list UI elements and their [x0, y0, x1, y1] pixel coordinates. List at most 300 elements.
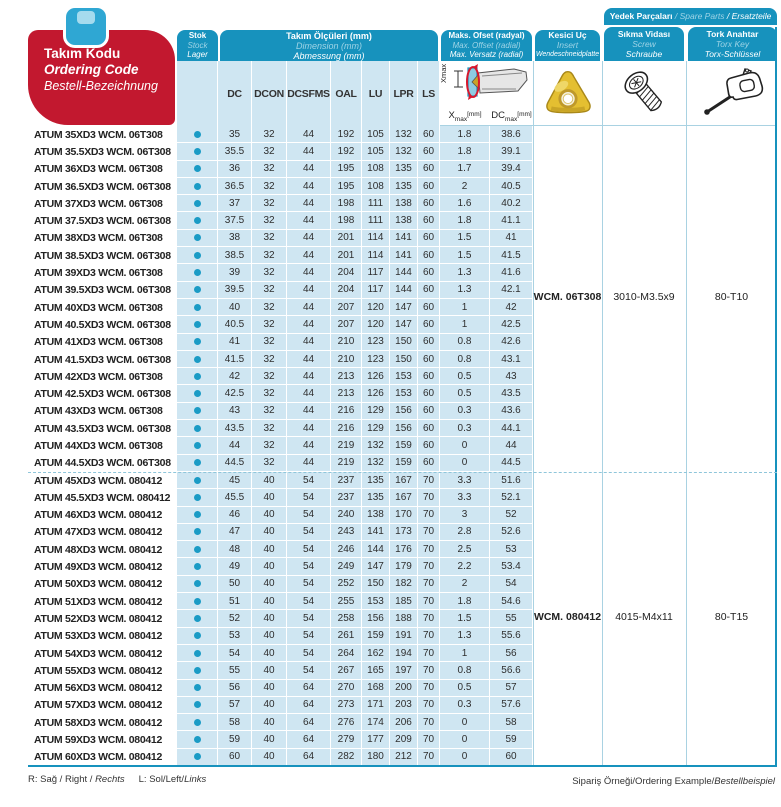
screw-header: Sıkma Vidası Screw Schraube: [604, 27, 684, 61]
xmax-column-label: $X_{max}[mm]$: [448, 110, 482, 123]
cell-oal: 204: [331, 264, 362, 281]
cell-lu: 132: [362, 455, 390, 472]
cell-torx: [686, 420, 777, 437]
cell-dcsfms: 54: [287, 489, 331, 506]
cell-dcon: 32: [252, 351, 287, 368]
cell-dcsfms: 64: [287, 714, 331, 731]
cell-dcsfms: 44: [287, 334, 331, 351]
cell-xmax: 0.8: [440, 334, 490, 351]
stock-dot: [194, 598, 201, 605]
stock-dot-cell: [177, 731, 218, 748]
row-code: ATUM 52XD3 WCM. 080412: [28, 610, 177, 627]
group1-screw-code: 3010-M3.5x9: [613, 291, 675, 303]
cell-screw: [602, 455, 686, 472]
cell-dc: 39: [218, 264, 252, 281]
cell-lu: 108: [362, 161, 390, 178]
cell-oal: 243: [331, 524, 362, 541]
cell-lu: 135: [362, 472, 390, 489]
cell-ls: 70: [418, 541, 440, 558]
cell-dcmax: 52: [490, 507, 533, 524]
stock-dot-cell: [177, 749, 218, 766]
stock-dot-cell: [177, 541, 218, 558]
cell-dcmax: 60: [490, 749, 533, 766]
cell-oal: 216: [331, 403, 362, 420]
cell-dcon: 40: [252, 489, 287, 506]
table-row: [28, 351, 777, 368]
cell-dc: 37.5: [218, 212, 252, 229]
cell-insert: [533, 507, 602, 524]
cell-lu: 165: [362, 662, 390, 679]
stock-dot-cell: [177, 195, 218, 212]
cell-dcsfms: 54: [287, 472, 331, 489]
cell-screw: [602, 161, 686, 178]
cell-screw: [602, 662, 686, 679]
cell-insert: [533, 264, 602, 281]
cell-torx: [686, 437, 777, 454]
col-header-oal: OAL: [331, 61, 362, 126]
cell-dcon: 40: [252, 645, 287, 662]
cell-xmax: 1.8: [440, 212, 490, 229]
table-row: [28, 247, 777, 264]
row-code: ATUM 53XD3 WCM. 080412: [28, 628, 177, 645]
cell-oal: 252: [331, 576, 362, 593]
cell-screw: [602, 334, 686, 351]
cell-oal: 219: [331, 455, 362, 472]
cell-dcsfms: 44: [287, 437, 331, 454]
cell-oal: 219: [331, 437, 362, 454]
cell-screw: [602, 143, 686, 160]
cell-oal: 264: [331, 645, 362, 662]
cell-torx: [686, 264, 777, 281]
stock-dot-cell: [177, 316, 218, 333]
cell-screw: [602, 680, 686, 697]
cell-ls: 60: [418, 455, 440, 472]
cell-xmax: 1.8: [440, 143, 490, 160]
stock-dot: [194, 165, 201, 172]
cell-lpr: 156: [390, 420, 418, 437]
cell-insert: [533, 524, 602, 541]
cell-dc: 60: [218, 749, 252, 766]
cell-ls: 60: [418, 420, 440, 437]
cell-dc: 42.5: [218, 385, 252, 402]
stock-dot-cell: [177, 334, 218, 351]
cell-screw: [602, 316, 686, 333]
cell-ls: 70: [418, 558, 440, 575]
cell-ls: 70: [418, 697, 440, 714]
cell-torx: [686, 385, 777, 402]
cell-xmax: 0.3: [440, 697, 490, 714]
cell-oal: 282: [331, 749, 362, 766]
cell-torx: [686, 593, 777, 610]
cell-oal: 195: [331, 178, 362, 195]
cell-lpr: 141: [390, 247, 418, 264]
cell-insert: [533, 558, 602, 575]
cell-dc: 54: [218, 645, 252, 662]
cell-ls: 70: [418, 645, 440, 662]
stock-dot: [194, 528, 201, 535]
cell-lpr: 179: [390, 558, 418, 575]
cell-ls: 60: [418, 178, 440, 195]
cell-oal: 258: [331, 610, 362, 627]
cell-dcsfms: 54: [287, 593, 331, 610]
cell-dcmax: 43.6: [490, 403, 533, 420]
stock-dot-cell: [177, 437, 218, 454]
cell-dc: 36: [218, 161, 252, 178]
cell-lu: 132: [362, 437, 390, 454]
stock-dot-cell: [177, 662, 218, 679]
cell-lpr: 150: [390, 334, 418, 351]
cell-dc: 59: [218, 731, 252, 748]
cell-torx: [686, 247, 777, 264]
stock-dot: [194, 459, 201, 466]
row-code: ATUM 36.5XD3 WCM. 06T308: [28, 178, 177, 195]
cell-ls: 60: [418, 126, 440, 143]
cell-insert: [533, 680, 602, 697]
torx-key-header: Tork Anahtar Torx Key Torx-Schlüssel: [688, 27, 777, 61]
table-row: [28, 489, 777, 506]
cell-dcsfms: 54: [287, 576, 331, 593]
cell-oal: 240: [331, 507, 362, 524]
cell-dcsfms: 54: [287, 662, 331, 679]
cell-dcon: 40: [252, 593, 287, 610]
cell-lpr: 147: [390, 299, 418, 316]
stock-dot: [194, 183, 201, 190]
table-row: [28, 524, 777, 541]
stock-dot: [194, 684, 201, 691]
row-code: ATUM 60XD3 WCM. 080412: [28, 749, 177, 766]
table-row: [28, 143, 777, 160]
cell-oal: 195: [331, 161, 362, 178]
cell-insert: [533, 593, 602, 610]
stock-dot-cell: [177, 610, 218, 627]
stock-dot: [194, 632, 201, 639]
dimensions-header: Takım Ölçüleri (mm) Dimension (mm) Abmessung (mm): [220, 30, 438, 61]
cell-insert: [533, 455, 602, 472]
cell-dcsfms: 44: [287, 385, 331, 402]
dimension-column-headers: [218, 61, 440, 126]
table-row: [28, 230, 777, 247]
table-row: [28, 455, 777, 472]
stock-dot-cell: [177, 576, 218, 593]
cell-dcsfms: 54: [287, 645, 331, 662]
cell-xmax: 1: [440, 316, 490, 333]
cell-insert: [533, 645, 602, 662]
cell-dcon: 40: [252, 680, 287, 697]
cell-oal: 237: [331, 472, 362, 489]
row-code: ATUM 38XD3 WCM. 06T308: [28, 230, 177, 247]
cell-dcon: 32: [252, 282, 287, 299]
cell-screw: [602, 403, 686, 420]
cell-dcon: 32: [252, 143, 287, 160]
cell-oal: 198: [331, 195, 362, 212]
row-code: ATUM 40XD3 WCM. 06T308: [28, 299, 177, 316]
cell-screw: [602, 437, 686, 454]
row-code: ATUM 44XD3 WCM. 06T308: [28, 437, 177, 454]
row-code: ATUM 42.5XD3 WCM. 06T308: [28, 385, 177, 402]
cell-dcsfms: 54: [287, 507, 331, 524]
table-row: [28, 541, 777, 558]
cell-dcsfms: 44: [287, 212, 331, 229]
screw-icon: [617, 66, 673, 120]
cell-xmax: 0: [440, 455, 490, 472]
table-row: [28, 403, 777, 420]
cell-ls: 60: [418, 368, 440, 385]
cell-ls: 60: [418, 299, 440, 316]
cell-dcon: 32: [252, 403, 287, 420]
cell-oal: 201: [331, 230, 362, 247]
cell-lu: 111: [362, 195, 390, 212]
cell-oal: 267: [331, 662, 362, 679]
cell-oal: 273: [331, 697, 362, 714]
cell-screw: [602, 714, 686, 731]
cell-xmax: 2: [440, 178, 490, 195]
cell-dcsfms: 64: [287, 680, 331, 697]
cell-ls: 70: [418, 507, 440, 524]
stock-dot: [194, 580, 201, 587]
cell-dcsfms: 44: [287, 178, 331, 195]
stock-dot-cell: [177, 489, 218, 506]
cell-dc: 45: [218, 472, 252, 489]
row-code: ATUM 43.5XD3 WCM. 06T308: [28, 420, 177, 437]
cell-torx: [686, 558, 777, 575]
cell-screw: [602, 645, 686, 662]
cell-insert: [533, 472, 602, 489]
cell-lpr: 194: [390, 645, 418, 662]
cell-torx: [686, 126, 777, 143]
cell-dcmax: 52.1: [490, 489, 533, 506]
max-offset-diagram-cell: [440, 61, 533, 126]
stock-dot: [194, 304, 201, 311]
cell-dcon: 32: [252, 420, 287, 437]
cell-xmax: 1: [440, 299, 490, 316]
cell-ls: 60: [418, 212, 440, 229]
stock-dot-cell: [177, 351, 218, 368]
cell-ls: 70: [418, 749, 440, 766]
cell-dcon: 40: [252, 662, 287, 679]
stock-dot-cell: [177, 143, 218, 160]
cell-xmax: 2: [440, 576, 490, 593]
cell-xmax: 0: [440, 731, 490, 748]
cell-dcsfms: 64: [287, 697, 331, 714]
stock-dot: [194, 131, 201, 138]
stock-dot-cell: [177, 558, 218, 575]
ordering-code-header: [28, 30, 175, 125]
cell-lu: 123: [362, 351, 390, 368]
cell-dcon: 40: [252, 524, 287, 541]
row-code: ATUM 37.5XD3 WCM. 06T308: [28, 212, 177, 229]
table-row: [28, 472, 777, 489]
cell-ls: 70: [418, 714, 440, 731]
cell-dcmax: 55.6: [490, 628, 533, 645]
cell-oal: 255: [331, 593, 362, 610]
cell-torx: [686, 541, 777, 558]
stock-dot-cell: [177, 524, 218, 541]
cell-dc: 47: [218, 524, 252, 541]
cell-lu: 147: [362, 558, 390, 575]
col-header-lu: LU: [362, 61, 390, 126]
cell-dcsfms: 54: [287, 628, 331, 645]
cell-screw: [602, 420, 686, 437]
row-code: ATUM 45.5XD3 WCM. 080412: [28, 489, 177, 506]
table-row: [28, 628, 777, 645]
cell-screw: [602, 212, 686, 229]
cell-dcmax: 42.6: [490, 334, 533, 351]
offset-diagram-label: Xmax: [439, 63, 448, 83]
stock-dot: [194, 425, 201, 432]
cell-lu: 105: [362, 143, 390, 160]
cell-dcmax: 41.1: [490, 212, 533, 229]
cell-dcon: 32: [252, 212, 287, 229]
cell-screw: [602, 472, 686, 489]
cell-lpr: 176: [390, 541, 418, 558]
cell-dcmax: 41.5: [490, 247, 533, 264]
cell-dcsfms: 44: [287, 143, 331, 160]
row-code: ATUM 54XD3 WCM. 080412: [28, 645, 177, 662]
table-row: [28, 316, 777, 333]
cell-screw: [602, 247, 686, 264]
cell-dcsfms: 44: [287, 351, 331, 368]
cell-xmax: 0.5: [440, 680, 490, 697]
cell-oal: 213: [331, 368, 362, 385]
cell-insert: [533, 541, 602, 558]
stock-dot-cell: [177, 455, 218, 472]
stock-dot: [194, 148, 201, 155]
cell-dcsfms: 44: [287, 161, 331, 178]
cell-dc: 45.5: [218, 489, 252, 506]
screw-image-cell: [602, 61, 686, 126]
cell-dcsfms: 44: [287, 368, 331, 385]
stock-dot-cell: [177, 472, 218, 489]
group-separator: [28, 472, 777, 473]
cell-dcon: 32: [252, 230, 287, 247]
row-code: ATUM 44.5XD3 WCM. 06T308: [28, 455, 177, 472]
cell-dc: 43: [218, 403, 252, 420]
group2-screw-code: 4015-M4x11: [615, 611, 673, 623]
cell-dc: 56: [218, 680, 252, 697]
cell-lpr: 153: [390, 368, 418, 385]
cell-dc: 39.5: [218, 282, 252, 299]
cell-oal: 246: [331, 541, 362, 558]
cell-lpr: 141: [390, 230, 418, 247]
cell-xmax: 3.3: [440, 472, 490, 489]
cell-dcon: 32: [252, 161, 287, 178]
cell-lpr: 144: [390, 282, 418, 299]
cell-oal: 237: [331, 489, 362, 506]
stock-dot: [194, 407, 201, 414]
tab-notch: [77, 11, 95, 24]
cell-dcmax: 42.1: [490, 282, 533, 299]
cell-xmax: 1: [440, 645, 490, 662]
cell-dc: 50: [218, 576, 252, 593]
cell-lu: 120: [362, 299, 390, 316]
cell-lpr: 182: [390, 576, 418, 593]
cell-torx: [686, 489, 777, 506]
cell-xmax: 1.8: [440, 126, 490, 143]
cell-insert: [533, 714, 602, 731]
cell-lu: 105: [362, 126, 390, 143]
cell-screw: [602, 749, 686, 766]
cell-torx: [686, 161, 777, 178]
cell-lu: 153: [362, 593, 390, 610]
stock-dot: [194, 234, 201, 241]
cell-dcon: 40: [252, 507, 287, 524]
cell-insert: [533, 334, 602, 351]
cell-screw: [602, 697, 686, 714]
cell-dcmax: 54: [490, 576, 533, 593]
cell-dc: 44.5: [218, 455, 252, 472]
cell-torx: [686, 195, 777, 212]
cell-dc: 37: [218, 195, 252, 212]
cell-dcsfms: 54: [287, 610, 331, 627]
cell-dcsfms: 44: [287, 264, 331, 281]
cell-xmax: 1.6: [440, 195, 490, 212]
cell-oal: 192: [331, 126, 362, 143]
cell-dcmax: 41.6: [490, 264, 533, 281]
stock-dot: [194, 615, 201, 622]
cell-lpr: 144: [390, 264, 418, 281]
cell-lu: 129: [362, 420, 390, 437]
cell-dcsfms: 44: [287, 420, 331, 437]
stock-dot: [194, 338, 201, 345]
table-row: [28, 662, 777, 679]
cell-lpr: 173: [390, 524, 418, 541]
table-row: [28, 368, 777, 385]
cell-insert: [533, 316, 602, 333]
cell-lu: 177: [362, 731, 390, 748]
cell-lpr: 191: [390, 628, 418, 645]
cell-dcon: 32: [252, 316, 287, 333]
group2-insert-code: WCM. 080412: [533, 611, 602, 623]
cell-xmax: 0.3: [440, 403, 490, 420]
row-code: ATUM 48XD3 WCM. 080412: [28, 541, 177, 558]
group2-torx-code: 80-T15: [714, 611, 749, 623]
cell-ls: 60: [418, 230, 440, 247]
cell-dcmax: 40.2: [490, 195, 533, 212]
cell-dcsfms: 44: [287, 299, 331, 316]
stock-dot: [194, 753, 201, 760]
stock-dot: [194, 477, 201, 484]
cell-dc: 53: [218, 628, 252, 645]
cell-torx: [686, 576, 777, 593]
cell-dcmax: 54.6: [490, 593, 533, 610]
cell-ls: 70: [418, 731, 440, 748]
stock-header-cell: [177, 61, 218, 126]
cell-xmax: 2.2: [440, 558, 490, 575]
cell-dcon: 40: [252, 541, 287, 558]
cell-dcsfms: 54: [287, 541, 331, 558]
col-header-lpr: LPR: [390, 61, 418, 126]
cell-xmax: 0.8: [440, 662, 490, 679]
cell-ls: 70: [418, 680, 440, 697]
cell-dcsfms: 44: [287, 316, 331, 333]
cell-xmax: 3: [440, 507, 490, 524]
stock-dot-cell: [177, 230, 218, 247]
row-code: ATUM 51XD3 WCM. 080412: [28, 593, 177, 610]
torx-key-image-cell: [686, 61, 777, 126]
cell-screw: [602, 576, 686, 593]
cell-lpr: 138: [390, 195, 418, 212]
cell-ls: 60: [418, 351, 440, 368]
cell-insert: [533, 662, 602, 679]
stock-dot: [194, 200, 201, 207]
cell-torx: [686, 455, 777, 472]
cell-dc: 35: [218, 126, 252, 143]
cell-insert: [533, 749, 602, 766]
page-tab-icon: [66, 8, 106, 45]
cell-oal: 192: [331, 143, 362, 160]
cell-insert: [533, 368, 602, 385]
col-header-dcsfms: DCSFMS: [287, 61, 331, 126]
